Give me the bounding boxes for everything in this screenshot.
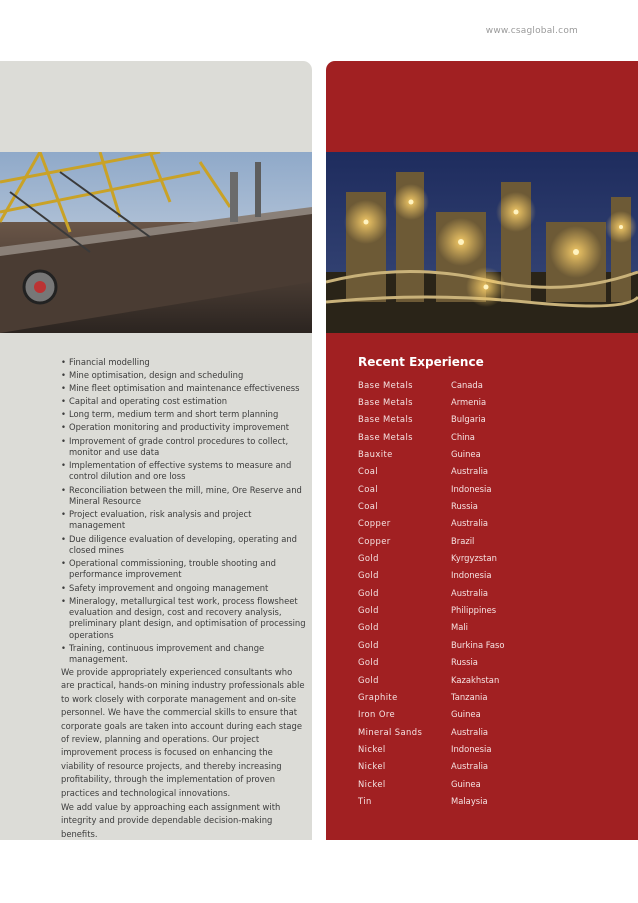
commodity-cell: Base Metals — [358, 431, 413, 442]
commodity-cell: Iron Ore — [358, 709, 396, 720]
list-item: • Mine fleet optimisation and maintenance effectiveness — [61, 383, 309, 394]
list-item: • Financial modelling — [61, 357, 309, 368]
country-cell: Armenia — [451, 397, 487, 408]
list-item: • Operational commissioning, trouble shooting and performance improvement — [61, 558, 309, 581]
table-row — [358, 619, 558, 636]
country-cell: Mali — [451, 622, 469, 633]
country-cell: Indonesia — [451, 743, 492, 754]
table-row — [358, 532, 558, 549]
list-item: • Capital and operating cost estimation — [61, 396, 309, 407]
table-row — [358, 775, 558, 792]
list-item: • Project evaluation, risk analysis and project management — [61, 509, 309, 532]
commodity-cell: Base Metals — [358, 379, 413, 390]
services-bullet-list — [61, 357, 309, 667]
country-cell: Philippines — [451, 605, 497, 616]
country-cell: Australia — [451, 518, 489, 529]
list-item: • Operation monitoring and productivity improvement — [61, 422, 309, 433]
commodity-cell: Gold — [358, 570, 379, 581]
commodity-cell: Nickel — [358, 761, 386, 772]
country-cell: Bulgaria — [451, 414, 486, 425]
commodity-cell: Coal — [358, 466, 379, 477]
country-cell: Guinea — [451, 449, 481, 460]
list-item: • Mineralogy, metallurgical test work, process flowsheet evaluation and design, cost and recovery analysis, preliminary plant design, and optimisation of processing operations — [61, 596, 309, 642]
table-row — [358, 758, 558, 775]
commodity-cell: Nickel — [358, 743, 386, 754]
country-cell: Russia — [451, 657, 478, 668]
table-row — [358, 549, 558, 566]
table-row — [358, 411, 558, 428]
table-row — [358, 740, 558, 757]
processing-plant-night-photo — [326, 152, 638, 333]
body-paragraph: We add value by approaching each assignment with integrity and provide dependable decision-making benefits. — [61, 802, 281, 839]
list-item: • Training, continuous improvement and change management. — [61, 643, 309, 666]
commodity-cell: Gold — [358, 622, 379, 633]
table-row — [358, 706, 558, 723]
table-row — [358, 463, 558, 480]
website-url[interactable]: www.csaglobal.com — [485, 26, 578, 36]
country-cell: Canada — [451, 379, 483, 390]
list-item: • Reconciliation between the mill, mine, Ore Reserve and Mineral Resource — [61, 485, 309, 508]
commodity-cell: Gold — [358, 639, 379, 650]
commodity-cell: Bauxite — [358, 449, 393, 460]
country-cell: Russia — [451, 501, 478, 512]
table-row — [358, 792, 558, 809]
recent-experience-heading: Recent Experience — [358, 355, 484, 369]
commodity-cell: Coal — [358, 483, 379, 494]
mine-conveyor-photo — [0, 152, 312, 333]
country-cell: Guinea — [451, 709, 481, 720]
commodity-cell: Gold — [358, 605, 379, 616]
commodity-cell: Gold — [358, 657, 379, 668]
country-cell: Indonesia — [451, 483, 492, 494]
country-cell: Tanzania — [451, 691, 488, 702]
list-item: • Implementation of effective systems to measure and control dilution and ore loss — [61, 460, 309, 483]
commodity-cell: Graphite — [358, 691, 398, 702]
body-paragraph: We provide appropriately experienced consultants who are practical, hands-on mining industry professionals able to work closely with corporate management and on-site personnel. We have the commercial skills to ensure that corporate goals are taken into account during each stage of review, planning and operations. Our project improvement process is focused on enhancing the viability of resource projects, and thereby increasing profitability, through the implementation of proven practices and technological innovations. — [61, 667, 305, 798]
country-cell: Australia — [451, 726, 489, 737]
table-row — [358, 497, 558, 514]
country-cell: Malaysia — [451, 795, 488, 806]
table-row — [358, 723, 558, 740]
country-cell: Australia — [451, 466, 489, 477]
country-cell: Australia — [451, 587, 489, 598]
country-cell: Indonesia — [451, 570, 492, 581]
commodity-cell: Gold — [358, 553, 379, 564]
table-row — [358, 445, 558, 462]
list-item: • Due diligence evaluation of developing, operating and closed mines — [61, 534, 309, 557]
recent-experience-table — [358, 376, 558, 810]
table-row — [358, 480, 558, 497]
commodity-cell: Mineral Sands — [358, 726, 423, 737]
commodity-cell: Coal — [358, 501, 379, 512]
country-cell: China — [451, 431, 475, 442]
table-row — [358, 688, 558, 705]
commodity-cell: Tin — [358, 795, 372, 806]
list-item: • Long term, medium term and short term planning — [61, 409, 309, 420]
country-cell: Australia — [451, 761, 489, 772]
table-row — [358, 671, 558, 688]
table-row — [358, 376, 558, 393]
table-row — [358, 584, 558, 601]
table-row — [358, 567, 558, 584]
commodity-cell: Base Metals — [358, 414, 413, 425]
commodity-cell: Base Metals — [358, 397, 413, 408]
country-cell: Burkina Faso — [451, 639, 505, 650]
list-item: • Mine optimisation, design and scheduling — [61, 370, 309, 381]
country-cell: Guinea — [451, 778, 481, 789]
table-row — [358, 428, 558, 445]
list-item: • Improvement of grade control procedures to collect, monitor and use data — [61, 436, 309, 459]
table-row — [358, 601, 558, 618]
table-row — [358, 654, 558, 671]
commodity-cell: Copper — [358, 535, 391, 546]
commodity-cell: Gold — [358, 587, 379, 598]
table-row — [358, 636, 558, 653]
country-cell: Kazakhstan — [451, 674, 500, 685]
commodity-cell: Copper — [358, 518, 391, 529]
commodity-cell: Nickel — [358, 778, 386, 789]
commodity-cell: Gold — [358, 674, 379, 685]
list-item: • Safety improvement and ongoing management — [61, 583, 309, 594]
country-cell: Kyrgyzstan — [451, 553, 497, 564]
country-cell: Brazil — [451, 535, 475, 546]
table-row — [358, 515, 558, 532]
table-row — [358, 393, 558, 410]
